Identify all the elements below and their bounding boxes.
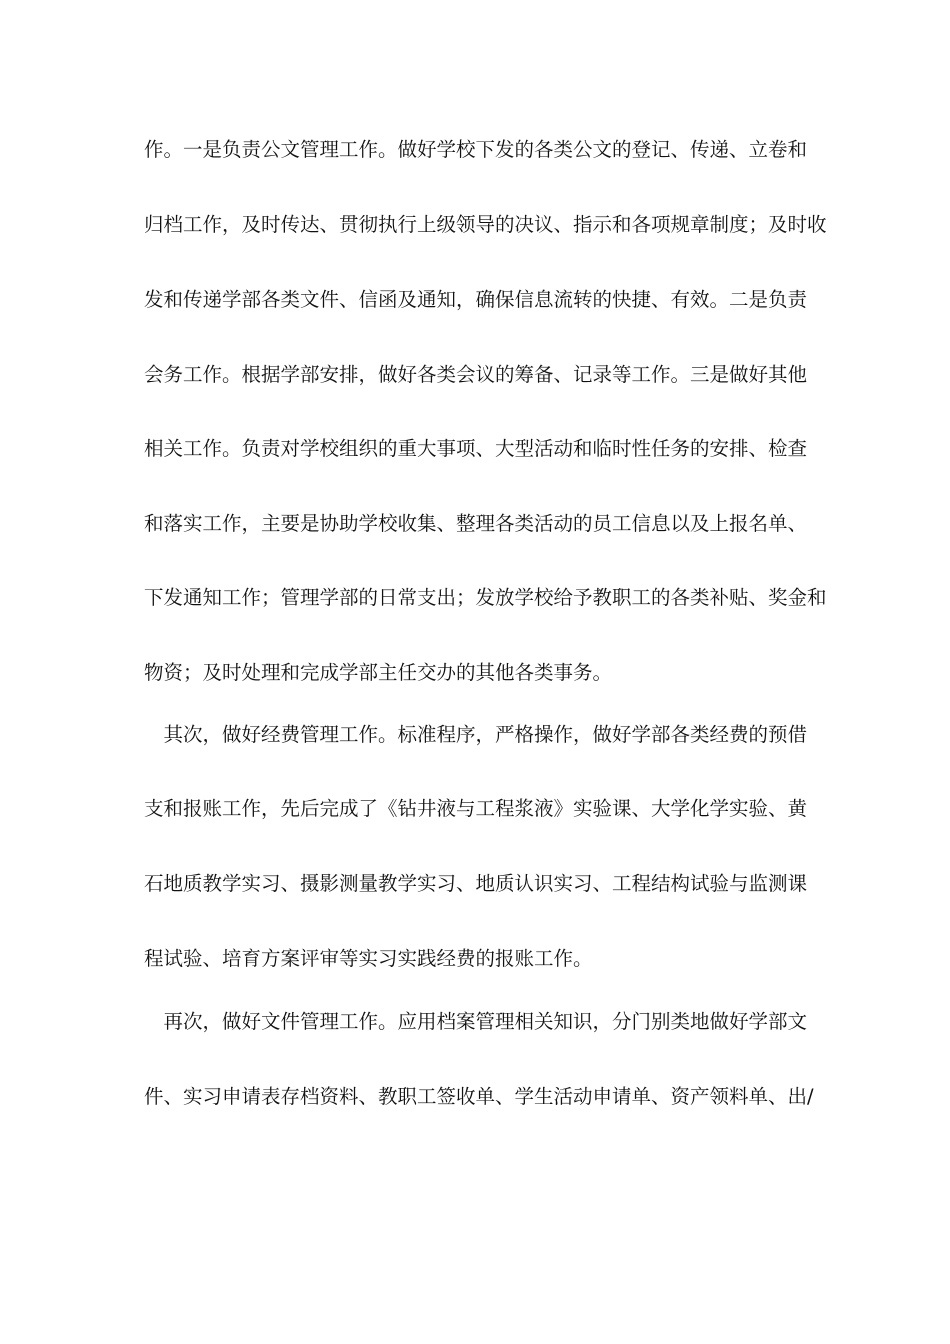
text-line-2: 归档工作，及时传达、贯彻执行上级领导的决议、指示和各项规章制度；及时收 (144, 213, 827, 236)
text-line-4: 会务工作。根据学部安排，做好各类会议的筹备、记录等工作。三是做好其他 (144, 363, 808, 386)
text-line-3: 发和传递学部各类文件、信函及通知，确保信息流转的快捷、有效。二是负责 (144, 288, 808, 311)
paragraph-funds-line-2: 支和报账工作，先后完成了《钻井液与工程浆液》实验课、大学化学实验、黄 (144, 797, 808, 820)
paragraph-funds-line-4: 程试验、培育方案评审等实习实践经费的报账工作。 (144, 947, 593, 970)
paragraph-files-line-1: 再次，做好文件管理工作。应用档案管理相关知识，分门别类地做好学部文 (144, 1010, 808, 1033)
paragraph-files-line-2: 件、实习申请表存档资料、教职工签收单、学生活动申请单、资产领料单、出/ (144, 1085, 814, 1108)
paragraph-funds-line-3: 石地质教学实习、摄影测量教学实习、地质认识实习、工程结构试验与监测课 (144, 872, 808, 895)
text-line-5: 相关工作。负责对学校组织的重大事项、大型活动和临时性任务的安排、检查 (144, 437, 808, 460)
text-line-6: 和落实工作，主要是协助学校收集、整理各类活动的员工信息以及上报名单、 (144, 512, 808, 535)
text-line-7: 下发通知工作；管理学部的日常支出；发放学校给予教职工的各类补贴、奖金和 (144, 586, 827, 609)
paragraph-funds-line-1: 其次，做好经费管理工作。标准程序，严格操作，做好学部各类经费的预借 (144, 723, 808, 746)
text-line-8: 物资；及时处理和完成学部主任交办的其他各类事务。 (144, 661, 613, 684)
text-line-1: 作。一是负责公文管理工作。做好学校下发的各类公文的登记、传递、立卷和 (144, 138, 808, 161)
